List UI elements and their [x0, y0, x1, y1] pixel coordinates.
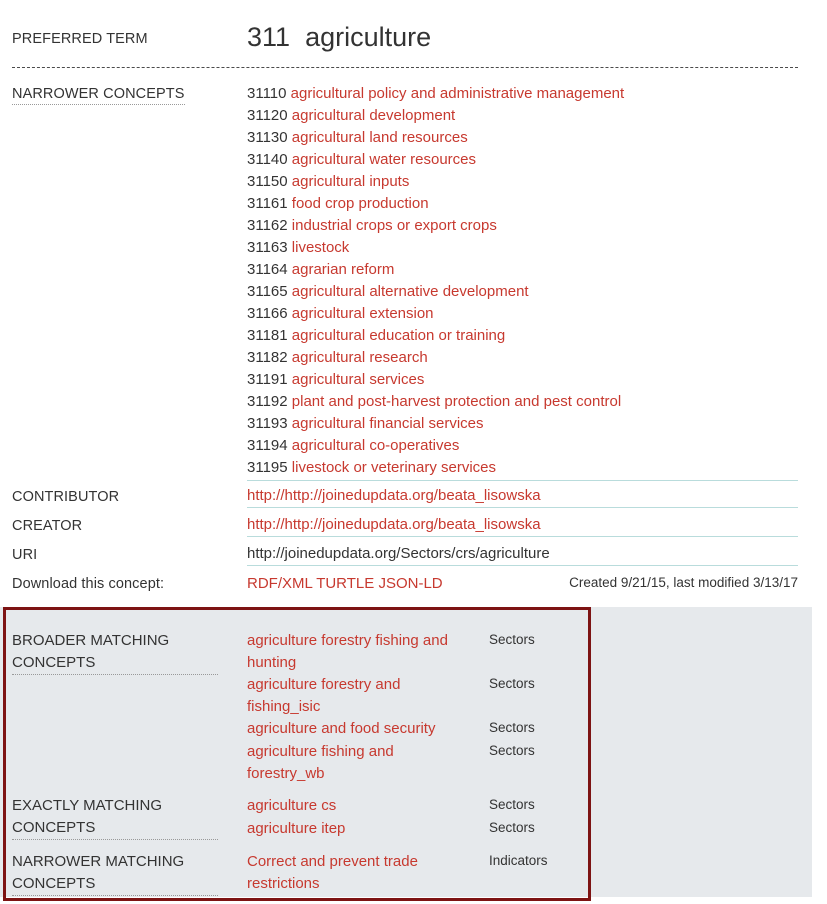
concept-link[interactable]: agricultural alternative development — [291, 283, 529, 300]
narrower-matching-label-line1: NARROWER MATCHING — [12, 853, 185, 870]
highlight-frame — [3, 607, 591, 901]
concept-link[interactable]: agricultural education or training — [291, 327, 506, 344]
concept-link[interactable]: industrial crops or export crops — [291, 217, 497, 234]
concept-code: 31163 — [247, 239, 288, 256]
broader-matching-label-line1: BROADER MATCHING — [12, 632, 170, 649]
link-line: agriculture and food security — [247, 720, 436, 737]
link-line: restrictions — [247, 875, 320, 892]
link-line: agriculture forestry fishing and — [247, 632, 448, 649]
concept-code: 31193 — [247, 415, 288, 432]
link-line: fishing_isic — [247, 698, 321, 715]
list-item — [247, 150, 798, 172]
concept-link[interactable]: agricultural land resources — [291, 129, 468, 146]
list-item — [247, 216, 798, 238]
list-item — [247, 436, 798, 458]
concept-link[interactable]: agrarian reform — [291, 261, 395, 278]
concept-link[interactable]: agricultural services — [291, 371, 425, 388]
concept-link[interactable]: food crop production — [291, 195, 429, 212]
concept-link[interactable]: livestock — [291, 239, 350, 256]
concept-code: 31194 — [247, 437, 288, 454]
concept-code: 31110 — [247, 85, 287, 102]
page-title — [247, 22, 431, 53]
concept-link[interactable]: agricultural financial services — [291, 415, 484, 432]
concept-code: 31130 — [247, 129, 288, 146]
exact-match-link[interactable]: agriculture itep — [247, 820, 346, 837]
concept-link[interactable]: agricultural extension — [291, 305, 434, 322]
contributor-row — [247, 485, 798, 508]
list-item — [247, 326, 798, 348]
concept-code: 31192 — [247, 393, 288, 410]
concept-link[interactable]: agricultural water resources — [291, 151, 477, 168]
preferred-term-label: PREFERRED TERM — [12, 31, 148, 47]
concept-code: 31165 — [247, 283, 288, 300]
uri-row — [247, 543, 798, 566]
concept-code: 31195 — [247, 459, 288, 476]
concept-link[interactable]: plant and post-harvest protection and pest control — [291, 393, 622, 410]
scheme-tag: Sectors — [489, 632, 535, 647]
uri-label: URI — [12, 547, 38, 563]
exact-match-link[interactable]: agriculture cs — [247, 797, 337, 814]
scheme-tag: Sectors — [489, 820, 535, 835]
download-formats — [247, 575, 443, 592]
list-item — [247, 348, 798, 370]
list-item — [247, 260, 798, 282]
list-item — [247, 458, 798, 481]
link-line: Correct and prevent trade — [247, 853, 418, 870]
concept-code: 31182 — [247, 349, 288, 366]
list-item — [247, 370, 798, 392]
list-item — [247, 106, 798, 128]
scheme-tag: Sectors — [489, 797, 535, 812]
list-item — [247, 414, 798, 436]
concept-code: 31162 — [247, 217, 288, 234]
concept-link[interactable]: agricultural policy and administrative management — [290, 85, 625, 102]
creator-link[interactable]: http://http://joinedupdata.org/beata_lisowska — [247, 516, 541, 533]
download-turtle-link[interactable]: TURTLE — [316, 575, 375, 592]
concept-code: 31161 — [247, 195, 288, 212]
download-jsonld-link[interactable]: JSON-LD — [378, 575, 443, 592]
preferred-term-text: agriculture — [305, 22, 432, 52]
section-divider — [12, 67, 798, 68]
contributor-link[interactable]: http://http://joinedupdata.org/beata_lisowska — [247, 487, 541, 504]
concept-link[interactable]: agricultural inputs — [291, 173, 410, 190]
concept-code: 31164 — [247, 261, 288, 278]
narrower-concepts-label: NARROWER CONCEPTS — [12, 86, 185, 105]
list-item — [247, 238, 798, 260]
concept-code: 31150 — [247, 173, 288, 190]
uri-value: http://joinedupdata.org/Sectors/crs/agriculture — [247, 545, 550, 562]
scheme-tag: Indicators — [489, 853, 548, 868]
concept-link[interactable]: agricultural co-operatives — [291, 437, 460, 454]
link-line: hunting — [247, 654, 297, 671]
creator-label: CREATOR — [12, 518, 83, 534]
concept-code: 31181 — [247, 327, 288, 344]
narrower-concepts-list — [247, 84, 798, 481]
concept-link[interactable]: agricultural development — [291, 107, 456, 124]
list-item — [247, 194, 798, 216]
concept-link[interactable]: agricultural research — [291, 349, 428, 366]
list-item — [247, 304, 798, 326]
creator-row — [247, 514, 798, 537]
link-line: forestry_wb — [247, 765, 325, 782]
concept-code: 31191 — [247, 371, 288, 388]
list-item — [247, 392, 798, 414]
concept-code: 31120 — [247, 107, 288, 124]
contributor-label: CONTRIBUTOR — [12, 489, 120, 505]
scheme-tag: Sectors — [489, 743, 535, 758]
list-item — [247, 282, 798, 304]
download-rdfxml-link[interactable]: RDF/XML — [247, 575, 313, 592]
download-label: Download this concept: — [12, 576, 165, 592]
concept-link[interactable]: livestock or veterinary services — [291, 459, 497, 476]
exactly-matching-label-line1: EXACTLY MATCHING — [12, 797, 163, 814]
exactly-matching-label-line2: CONCEPTS — [12, 819, 96, 836]
list-item — [247, 128, 798, 150]
scheme-tag: Sectors — [489, 720, 535, 735]
link-line: agriculture forestry and — [247, 676, 401, 693]
concept-code: 31166 — [247, 305, 288, 322]
preferred-term-code: 311 — [247, 22, 291, 52]
list-item — [247, 172, 798, 194]
narrower-matching-label-line2: CONCEPTS — [12, 875, 96, 892]
broader-matching-label-line2: CONCEPTS — [12, 654, 96, 671]
list-item — [247, 84, 798, 106]
scheme-tag: Sectors — [489, 676, 535, 691]
concept-code: 31140 — [247, 151, 288, 168]
link-line: agriculture fishing and — [247, 743, 394, 760]
created-modified-dates: Created 9/21/15, last modified 3/13/17 — [569, 575, 798, 590]
